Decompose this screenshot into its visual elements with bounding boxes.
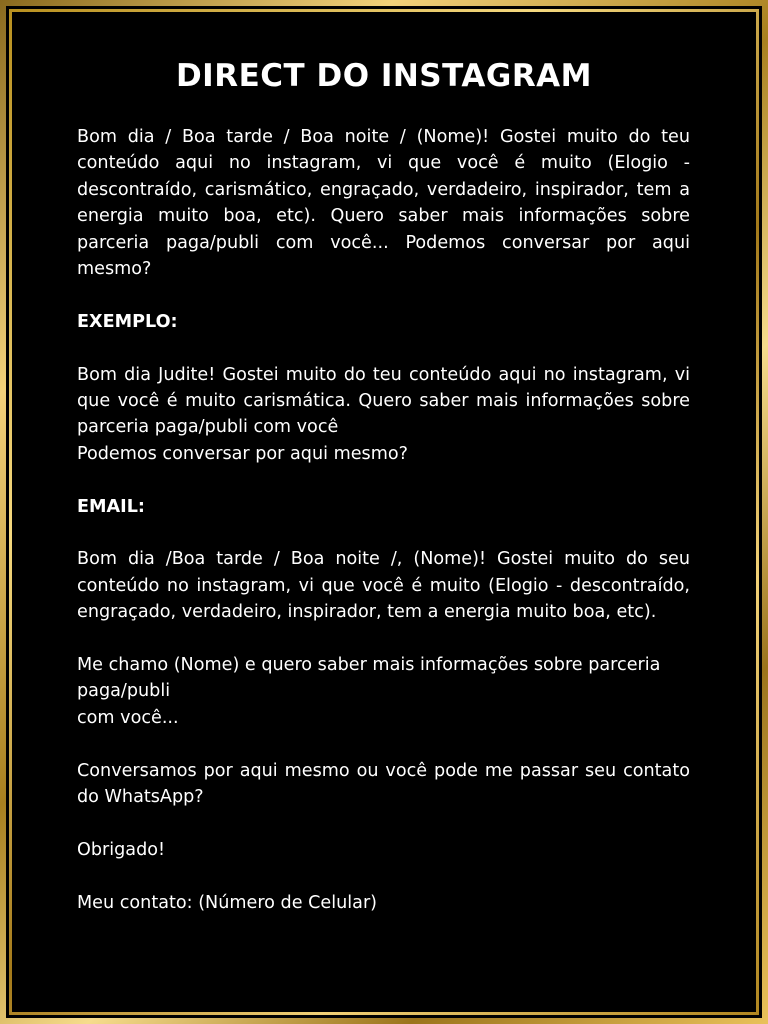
frame-gap [6, 6, 762, 1018]
example-line-1: Bom dia Judite! Gostei muito do teu conteúdo aqui no instagram, vi que você é muito carismática. Quero saber mais informações sobre parceria paga/publi com você [77, 364, 690, 438]
email-paragraph-2-line-2: com você... [77, 707, 179, 728]
email-paragraph-1: Bom dia /Boa tarde / Boa noite /, (Nome)! Gostei muito do seu conteúdo no instagram, vi que você é muito (Elogio - descontraído, engraçado, verdadeiro, inspirador, tem a energia muito boa, etc). [77, 549, 690, 623]
document-panel [12, 12, 756, 1012]
gold-frame-inner [9, 9, 759, 1015]
email-paragraph-3: Conversamos por aqui mesmo ou você pode me passar seu contato do WhatsApp? [77, 760, 690, 808]
example-heading: EXEMPLO: [77, 311, 178, 332]
thanks-text: Obrigado! [77, 839, 166, 860]
email-paragraph-2 [77, 652, 690, 731]
example-message [77, 362, 690, 468]
example-line-2: Podemos conversar por aqui mesmo? [77, 443, 408, 464]
page-title: DIRECT DO INSTAGRAM [175, 58, 593, 94]
email-heading: EMAIL: [77, 496, 145, 517]
contact-text: Meu contato: (Número de Celular) [77, 892, 378, 913]
document-body [77, 124, 690, 942]
direct-message-template: Bom dia / Boa tarde / Boa noite / (Nome)! Gostei muito do teu conteúdo aqui no instagram, vi que você é muito (Elogio - descontraído, carismático, engraçado, verdadeiro, inspirador, tem a energia muito boa, etc). Quero saber mais informações sobre parceria paga/publi com você... Podemos conversar por aqui mesmo? [77, 127, 690, 280]
email-paragraph-2-line-1: Me chamo (Nome) e quero saber mais informações sobre parceria paga/publi [77, 655, 661, 702]
